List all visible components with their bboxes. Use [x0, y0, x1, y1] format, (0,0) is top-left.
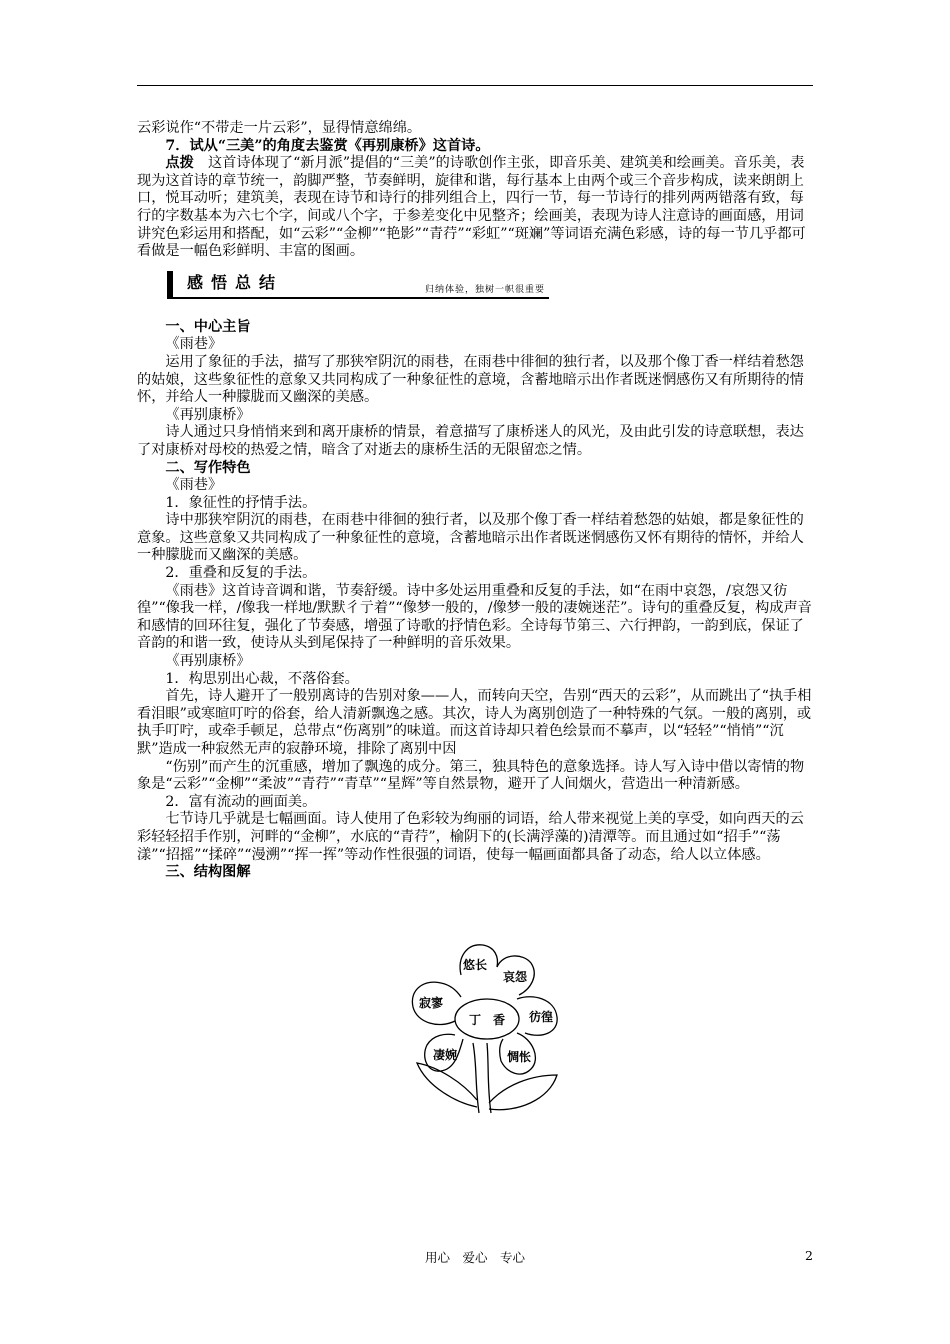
work-title: 《雨巷》	[165, 477, 223, 494]
question-7: 7．试从“三美”的角度去鉴赏《再别康桥》这首诗。	[165, 137, 490, 154]
work-title: 《再别康桥》	[165, 653, 251, 670]
work-title: 《雨巷》	[165, 336, 223, 353]
petal-label: 寂寥	[419, 996, 444, 1010]
paragraph: 七节诗几乎就是七幅画面。诗人使用了色彩较为绚丽的词语，给人带来视觉上美的享受，如向西天的云彩轻轻招手作别，河畔的“金柳”，水底的“青荇”，榆阴下的(长满浮藻的)清潭等。而且通过如“招手”“荡漾”“招摇”“揉碎”“漫溯”“挥一挥”等动作性很强的词语，使每一幅画面都具备了动态，给人以立体感。	[137, 811, 804, 863]
paragraph: “伤别”而产生的沉重感，增加了飘逸的成分。第三，独具特色的意象选择。诗人写入诗中借以寄情的物象是“云彩”“金柳”“柔波”“青荇”“青草”“星辉”等自然景物，避开了人间烟火，营造出一种清新感。	[137, 758, 805, 793]
tip-label: 点拨	[165, 155, 194, 172]
banner-subtitle: 归纳体验，独树一帜很重要	[424, 284, 545, 295]
point-heading: 1．构思别出心裁，不落俗套。	[165, 670, 359, 687]
section-heading: 三、结构图解	[165, 864, 251, 881]
paragraph: 首先，诗人避开了一般别离诗的告别对象——人，而转向天空，告别“西天的云彩”，从而跳出了“执手相看泪眼”或寒暄叮咛的俗套，给人清新飘逸之感。其次，诗人为离别创造了一种特殊的气氛。一般的离别，或执手叮咛，或牵手顿足，总带点“伤离别”的味道。而这首诗却只着色绘景而不摹声，以“轻轻”“悄悄”“沉默”造成一种寂然无声的寂静环境，排除了离别中因	[137, 688, 812, 757]
paragraph: 诗人通过只身悄悄来到和离开康桥的情景，着意描写了康桥迷人的风光，及由此引发的诗意联想，表达了对康桥对母校的热爱之情，暗含了对逝去的康桥生活的无限留恋之情。	[137, 424, 804, 458]
paragraph: 《雨巷》这首诗音调和谐，节奏舒缓。诗中多处运用重叠和反复的手法，如“在雨中哀怨，/哀怨又彷徨”“像我一样，/像我一样地/默默彳亍着”“像梦一般的，/像梦一般的凄婉迷茫”。诗句的重叠反复，构成声音和感情的回环往复，强化了节奏感，增强了诗歌的抒情色彩。全诗每节第三、六行押韵，一韵到底，保证了音韵的和谐一致，使诗从头到尾保持了一种鲜明的音乐效果。	[137, 582, 812, 652]
tip-paragraph	[137, 155, 813, 261]
header-rule	[137, 85, 813, 86]
banner-bar	[167, 271, 173, 299]
point-heading: 2．重叠和反复的手法。	[165, 565, 317, 582]
center-label: 丁 香	[468, 1013, 506, 1027]
footer-motto: 用心 爱心 专心	[424, 1250, 525, 1265]
flower-structure-diagram	[405, 935, 570, 1145]
right-leaf	[489, 1075, 557, 1110]
section-heading: 二、写作特色	[165, 459, 251, 476]
point-heading: 2．富有流动的画面美。	[165, 793, 317, 810]
petal-label: 彷徨	[529, 1010, 554, 1024]
paragraph: 诗中那狭窄阴沉的雨巷，在雨巷中徘徊的独行者，以及那个像丁香一样结着愁怨的姑娘，都是象征性的意象。这些意象又共同构成了一种象征性的意境，含蓄地暗示出作者既迷惘感伤又怀有期待的情怀，并给人一种朦胧而又幽深的美感。	[137, 512, 804, 564]
tip-text: 这首诗体现了“新月派”提倡的“三美”的诗歌创作主张，即音乐美、建筑美和绘画美。音乐美，表现为这首诗的章节统一，韵脚严整，节奏鲜明，旋律和谐，每行基本上由两个或三个音步构成，读来朗朗上口，悦耳动听；建筑美，表现在诗节和诗行的排列组合上，四行一节，每一节诗行的排列两两错落有致，每行的字数基本为六七个字，间或八个字，于参差变化中见整齐；绘画美，表现为诗人注意诗的画面感，用词讲究色彩运用和搭配，如“云彩”“金柳”“艳影”“青荇”“彩虹”“斑斓”等词语充满色彩感，诗的每一节几乎都可看做是一幅色彩鲜明、丰富的图画。	[137, 155, 806, 260]
petal-label: 悠长	[463, 958, 488, 972]
petal-label: 哀怨	[503, 970, 528, 984]
section-banner	[167, 271, 549, 301]
petal-label: 凄婉	[433, 1048, 458, 1062]
work-title: 《再别康桥》	[165, 406, 251, 423]
petal-label: 惆怅	[507, 1050, 532, 1064]
page-content	[137, 120, 813, 882]
paragraph: 运用了象征的手法，描写了那狭窄阴沉的雨巷，在雨巷中徘徊的独行者，以及那个像丁香一样结着愁怨的姑娘，这些象征性的意象又共同构成了一种象征性的意境，含蓄地暗示出作者既迷惘感伤又有所期待的情怀，并给人一种朦胧而又幽深的美感。	[137, 353, 804, 406]
page-number: 2	[805, 1248, 813, 1263]
paragraph: 云彩说作“不带走一片云彩”，显得情意绵绵。	[137, 120, 422, 136]
flower-stem	[473, 1043, 479, 1113]
point-heading: 1．象征性的抒情手法。	[165, 494, 317, 511]
section-heading: 一、中心主旨	[165, 318, 251, 335]
banner-title: 感悟总结	[187, 272, 284, 292]
